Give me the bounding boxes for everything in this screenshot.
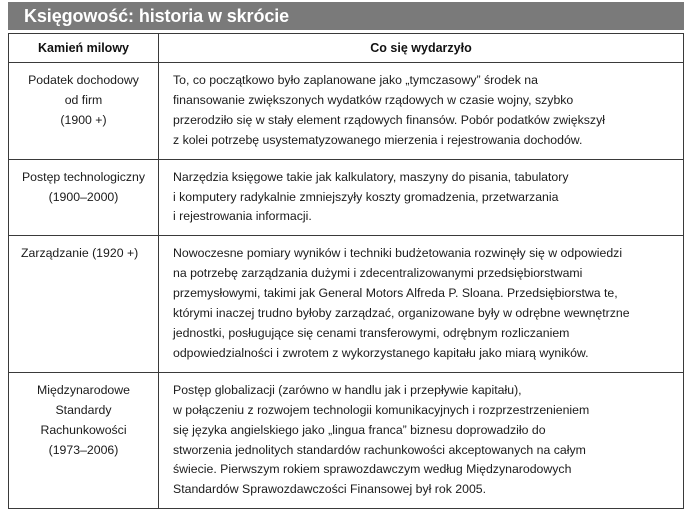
cell-event — [159, 236, 684, 372]
history-table — [8, 33, 684, 509]
event-line: przerodziło się w stały element rządowych finansów. Pobór podatków zwiększył — [173, 112, 605, 127]
event-line: To, co początkowo było zaplanowane jako „tymczasowy” środek na — [173, 73, 538, 87]
column-header-milestone: Kamień milowy — [9, 34, 159, 63]
event-line: stworzenia jednolitych standardów rachunkowości akceptowanych na całym — [173, 442, 586, 457]
event-line: z kolei potrzebę usystematyzowanego mierzenia i rejestrowania dochodów. — [173, 132, 583, 147]
event-line: i rejestrowania informacji. — [173, 209, 312, 224]
milestone-line: (1900–2000) — [48, 189, 119, 204]
document-title-band — [8, 2, 684, 30]
page-title: Księgowość: historia w skrócie — [24, 6, 290, 26]
cell-event — [159, 372, 684, 508]
milestone-line: (1973–2006) — [48, 442, 119, 457]
table-row — [9, 236, 684, 372]
history-table-container — [8, 33, 683, 509]
cell-milestone — [9, 372, 159, 508]
milestone-line: Rachunkowości — [40, 422, 127, 437]
cell-milestone — [9, 159, 159, 236]
event-line: jednostki, posługujące się cenami transferowymi, odrębnym rozliczaniem — [173, 325, 570, 340]
milestone-line: Standardy — [55, 402, 112, 417]
event-line: się języka angielskiego jako „lingua franca” biznesu doprowadziło do — [173, 422, 546, 437]
table-header-row — [9, 34, 684, 63]
table-row — [9, 63, 684, 160]
event-line: na potrzebę zarządzania dużymi i zdecentralizowanymi przedsiębiorstwami — [173, 266, 583, 281]
event-line: odpowiedzialności i zwrotem z wykorzystanego kapitału jako miarą wyników. — [173, 345, 589, 360]
event-line: Standardów Sprawozdawczości Finansowej był rok 2005. — [173, 482, 487, 497]
event-line: którymi inaczej trudno byłoby zarządzać, organizowane były w odrębne wewnętrzne — [173, 306, 630, 321]
table-row — [9, 159, 684, 236]
milestone-line: od firm — [64, 92, 103, 107]
milestone-line: Zarządzanie (1920 +) — [21, 246, 139, 261]
cell-milestone — [9, 236, 159, 372]
column-header-event: Co się wydarzyło — [159, 34, 684, 63]
event-line: Nowoczesne pomiary wyników i techniki budżetowania rozwinęły się w odpowiedzi — [173, 246, 623, 261]
event-line: świecie. Pierwszym rokiem sprawozdawczym według Międzynarodowych — [173, 462, 572, 477]
event-line: przemysłowymi, takimi jak General Motors Alfreda P. Sloana. Przedsiębiorstwa te, — [173, 286, 618, 301]
milestone-line: (1900 +) — [60, 112, 107, 127]
milestone-line: Międzynarodowe — [37, 382, 130, 397]
table-body — [9, 63, 684, 509]
cell-milestone — [9, 63, 159, 160]
cell-event — [159, 63, 684, 160]
table-header — [9, 34, 684, 63]
table-row — [9, 372, 684, 508]
event-line: w połączeniu z rozwojem technologii komunikacyjnych i rozprzestrzenieniem — [173, 402, 590, 417]
cell-event — [159, 159, 684, 236]
event-line: Narzędzia księgowe takie jak kalkulatory, maszyny do pisania, tabulatory — [173, 169, 569, 184]
event-line: i komputery radykalnie zmniejszyły koszty gromadzenia, przetwarzania — [173, 189, 559, 204]
event-line: finansowanie zwiększonych wydatków rządowych w czasie wojny, szybko — [173, 92, 574, 107]
milestone-line: Podatek dochodowy — [28, 73, 139, 87]
event-line: Postęp globalizacji (zarówno w handlu jak i przepływie kapitału), — [173, 382, 522, 397]
milestone-line: Postęp technologiczny — [21, 169, 146, 184]
